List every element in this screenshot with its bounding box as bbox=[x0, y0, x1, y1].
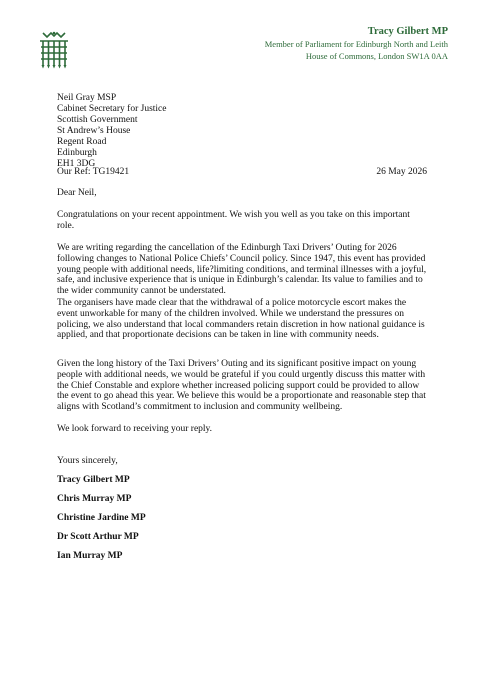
signatory-name: Christine Jardine MP bbox=[57, 513, 146, 523]
recipient-address bbox=[57, 93, 166, 170]
recipient-line: Edinburgh bbox=[57, 148, 97, 158]
signatory-name: Tracy Gilbert MP bbox=[57, 475, 130, 485]
closing: Yours sincerely, bbox=[57, 456, 118, 466]
recipient-line: Scottish Government bbox=[57, 115, 138, 125]
recipient-line: EH1 3DG bbox=[57, 159, 96, 169]
reference-row bbox=[57, 167, 427, 178]
portcullis-icon bbox=[37, 30, 71, 70]
body-paragraph: We look forward to receiving your reply. bbox=[57, 424, 213, 434]
signatory-name: Dr Scott Arthur MP bbox=[57, 532, 139, 542]
body-paragraph: We are writing regarding the cancellation of the Edinburgh Taxi Drivers’ Outing for 2026 following changes to National Police Chiefs’ Council policy. Since 1947, this event has provided young people with additional needs, life?limiting conditions, and terminal illnesses with a joyful, safe, and inclusive experience that is unique in Edinburgh’s calendar. Its value to families and to the wider community cannot be understated. bbox=[57, 243, 427, 297]
letterhead-address: House of Commons, London SW1A 0AA bbox=[305, 51, 448, 61]
letter-date: 26 May 2026 bbox=[376, 167, 427, 177]
body-paragraph: Congratulations on your recent appointment. We wish you well as you take on this important role. bbox=[57, 210, 410, 231]
signatory-name: Ian Murray MP bbox=[57, 551, 123, 561]
signatory-name: Chris Murray MP bbox=[57, 494, 132, 504]
letterhead-role: Member of Parliament for Edinburgh North and Leith bbox=[264, 39, 448, 49]
letterhead-name: Tracy Gilbert MP bbox=[367, 26, 448, 37]
recipient-line: Neil Gray MSP bbox=[57, 93, 117, 103]
salutation: Dear Neil, bbox=[57, 188, 97, 198]
letterhead bbox=[265, 26, 448, 62]
recipient-line: St Andrew’s House bbox=[57, 126, 131, 136]
recipient-line: Regent Road bbox=[57, 137, 107, 147]
reference-number: Our Ref: TG19421 bbox=[57, 167, 130, 177]
recipient-line: Cabinet Secretary for Justice bbox=[57, 104, 167, 114]
body-paragraph: Given the long history of the Taxi Drivers’ Outing and its significant positive impact on young people with additional needs, we would be grateful if you could urgently discuss this matter with the Chief Constable and explore whether increased policing support could be provided to allow the event to go ahead this year. We believe this would be a proportionate and reasonable step that aligns with Scotland’s commitment to inclusion and community wellbeing. bbox=[57, 359, 426, 413]
body-paragraph: The organisers have made clear that the withdrawal of a police motorcycle escort makes the event unworkable for many of the children involved. While we understand the pressures on policing, we also understand that local commanders retain discretion in how national guidance is applied, and that proportionate decisions can be taken in line with community needs. bbox=[57, 298, 425, 341]
